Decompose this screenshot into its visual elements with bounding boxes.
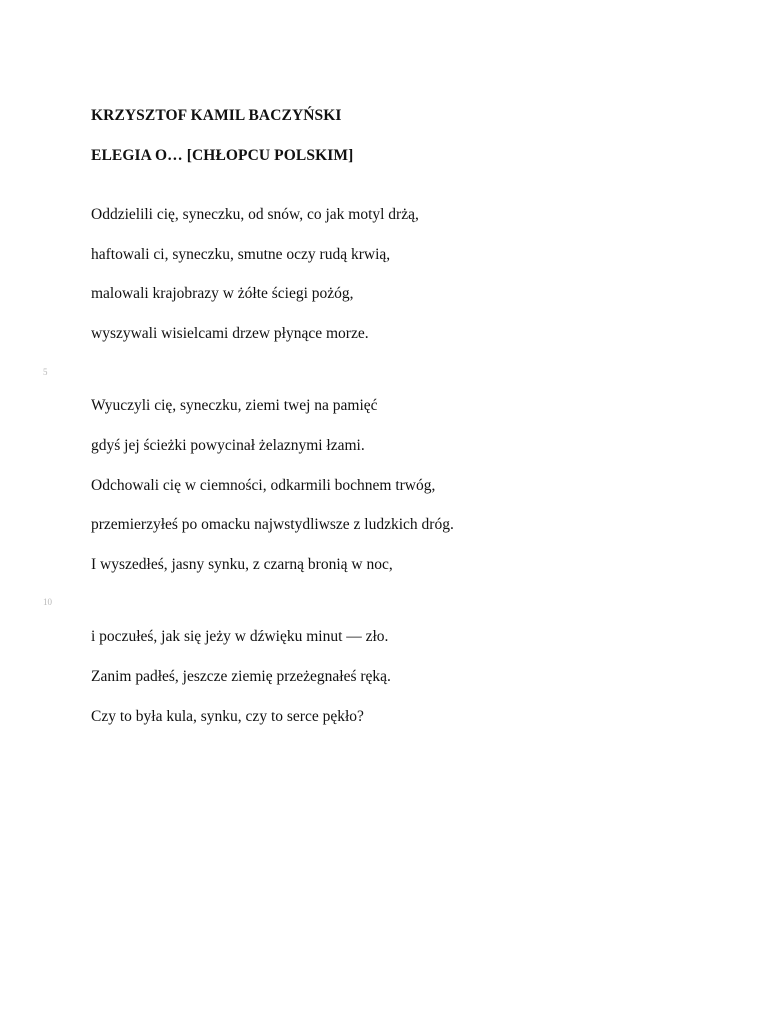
poem-line: Oddzielili cię, syneczku, od snów, co jak motyl drżą, [91, 206, 419, 223]
poem-line: Odchowali cię w ciemności, odkarmili bochnem trwóg, [91, 477, 436, 494]
poem-line: I wyszedłeś, jasny synku, z czarną bronią w noc, [91, 556, 393, 573]
poem-line: haftowali ci, syneczku, smutne oczy rudą krwią, [91, 246, 391, 263]
poem-line: malowali krajobrazy w żółte ściegi pożóg, [91, 285, 354, 302]
line-number: 10 [43, 597, 52, 607]
poem-line: Czy to była kula, synku, czy to serce pękło? [91, 708, 364, 725]
poem-line: i poczułeś, jak się jeży w dźwięku minut — zło. [91, 628, 389, 645]
poem-line: Zanim padłeś, jeszcze ziemię przeżegnałeś ręką. [91, 668, 391, 685]
poem-line: gdyś jej ścieżki powycinał żelaznymi łzami. [91, 437, 365, 454]
author-heading: KRZYSZTOF KAMIL BACZYŃSKI [91, 107, 342, 124]
line-number: 5 [43, 367, 48, 377]
poem-line: Wyuczyli cię, syneczku, ziemi twej na pamięć [91, 397, 378, 414]
poem-line: przemierzyłeś po omacku najwstydliwsze z ludzkich dróg. [91, 516, 454, 533]
poem-title: ELEGIA O… [CHŁOPCU POLSKIM] [91, 147, 354, 164]
poem-line: wyszywali wisielcami drzew płynące morze. [91, 325, 369, 342]
